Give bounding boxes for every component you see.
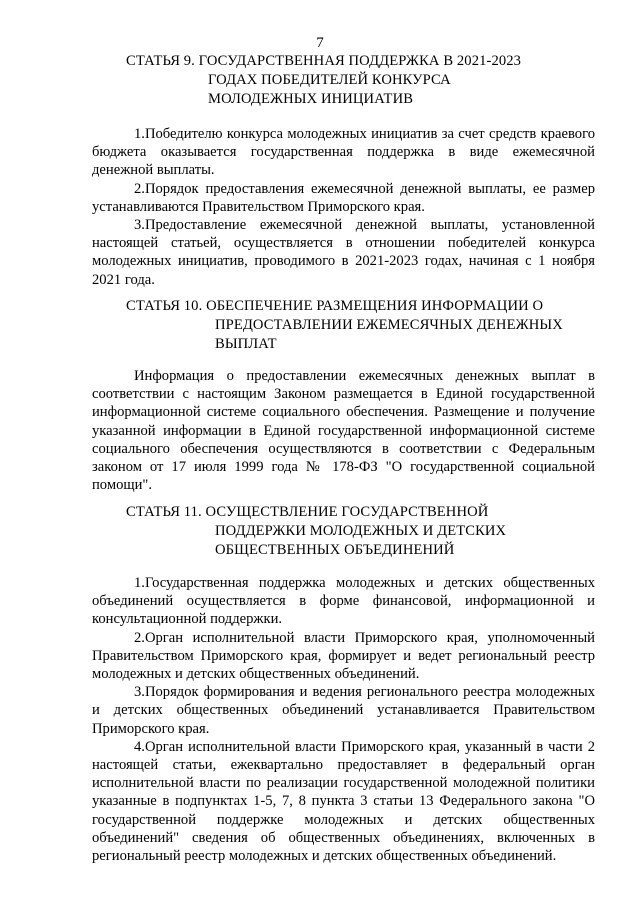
paragraph: 1.Государственная поддержка молодежных и детских общественных объединений осуществляется в форме финансовой, информационной и консультационной поддержки. xyxy=(92,575,595,628)
article-10-heading xyxy=(126,297,563,354)
heading-line: ПОДДЕРЖКИ МОЛОДЕЖНЫХ И ДЕТСКИХ xyxy=(215,523,507,539)
heading-line: ОБЩЕСТВЕННЫХ ОБЪЕДИНЕНИЙ xyxy=(215,542,455,558)
paragraph: 1.Победителю конкурса молодежных инициатив за счет средств краевого бюджета оказывается государственная поддержка в виде ежемесячной денежной выплаты. xyxy=(92,126,595,179)
heading-line: СТАТЬЯ 10. ОБЕСПЕЧЕНИЕ РАЗМЕЩЕНИЯ ИНФОРМАЦИИ О xyxy=(126,298,544,314)
article-10-body xyxy=(92,367,595,494)
heading-line: МОЛОДЕЖНЫХ ИНИЦИАТИВ xyxy=(208,91,414,107)
paragraph: Информация о предоставлении ежемесячных денежных выплат в соответствии с настоящим Законом размещается в Единой государственной информационной системе социального обеспечения. Размещение и получение указанной информации в Единой государственной информационной системе социального обеспечения осуществляются в соответствии с Федеральным законом от 17 июля 1999 года № 178-ФЗ "О государственной социальной помощи". xyxy=(92,368,595,494)
heading-line: ПРЕДОСТАВЛЕНИИ ЕЖЕМЕСЯЧНЫХ ДЕНЕЖНЫХ xyxy=(215,317,563,333)
paragraph: 2.Порядок предоставления ежемесячной денежной выплаты, ее размер устанавливаются Правительством Приморского края. xyxy=(92,180,595,215)
paragraph: 3.Предоставление ежемесячной денежной выплаты, установленной настоящей статьей, осуществляется в отношении победителей конкурса молодежных инициатив, проводимого в 2021-2023 годах, начиная с 1 ноября 2021 года. xyxy=(92,217,595,288)
heading-line: СТАТЬЯ 9. ГОСУДАРСТВЕННАЯ ПОДДЕРЖКА В 2021-2023 xyxy=(126,53,522,69)
article-11-body xyxy=(92,574,595,865)
article-9-heading xyxy=(126,52,521,109)
article-11-heading xyxy=(126,503,506,560)
article-9-body xyxy=(92,125,595,289)
paragraph: 3.Порядок формирования и ведения регионального реестра молодежных и детских общественных объединений устанавливается Правительством Приморского края. xyxy=(92,684,595,737)
paragraph: 4.Орган исполнительной власти Приморского края, указанный в части 2 настоящей статьи, ежеквартально предоставляет в федеральный орган исполнительной власти по реализации государственной молодежной политики указанные в подпунктах 1-5, 7, 8 пункта 3 статьи 13 Федерального закона "О государственной поддержке молодежных и детских общественных объединений" сведения об общественных объединениях, включенных в региональный реестр молодежных и детских общественных объединений. xyxy=(92,738,595,865)
paragraph: 2.Орган исполнительной власти Приморского края, уполномоченный Правительством Приморского края, формирует и ведет региональный реестр молодежных и детских общественных объединений. xyxy=(92,629,595,683)
heading-line: ГОДАХ ПОБЕДИТЕЛЕЙ КОНКУРСА xyxy=(208,72,451,88)
heading-line: ВЫПЛАТ xyxy=(215,336,277,352)
heading-line: СТАТЬЯ 11. ОСУЩЕСТВЛЕНИЕ ГОСУДАРСТВЕННОЙ xyxy=(126,504,489,520)
page-number: 7 xyxy=(316,35,324,51)
